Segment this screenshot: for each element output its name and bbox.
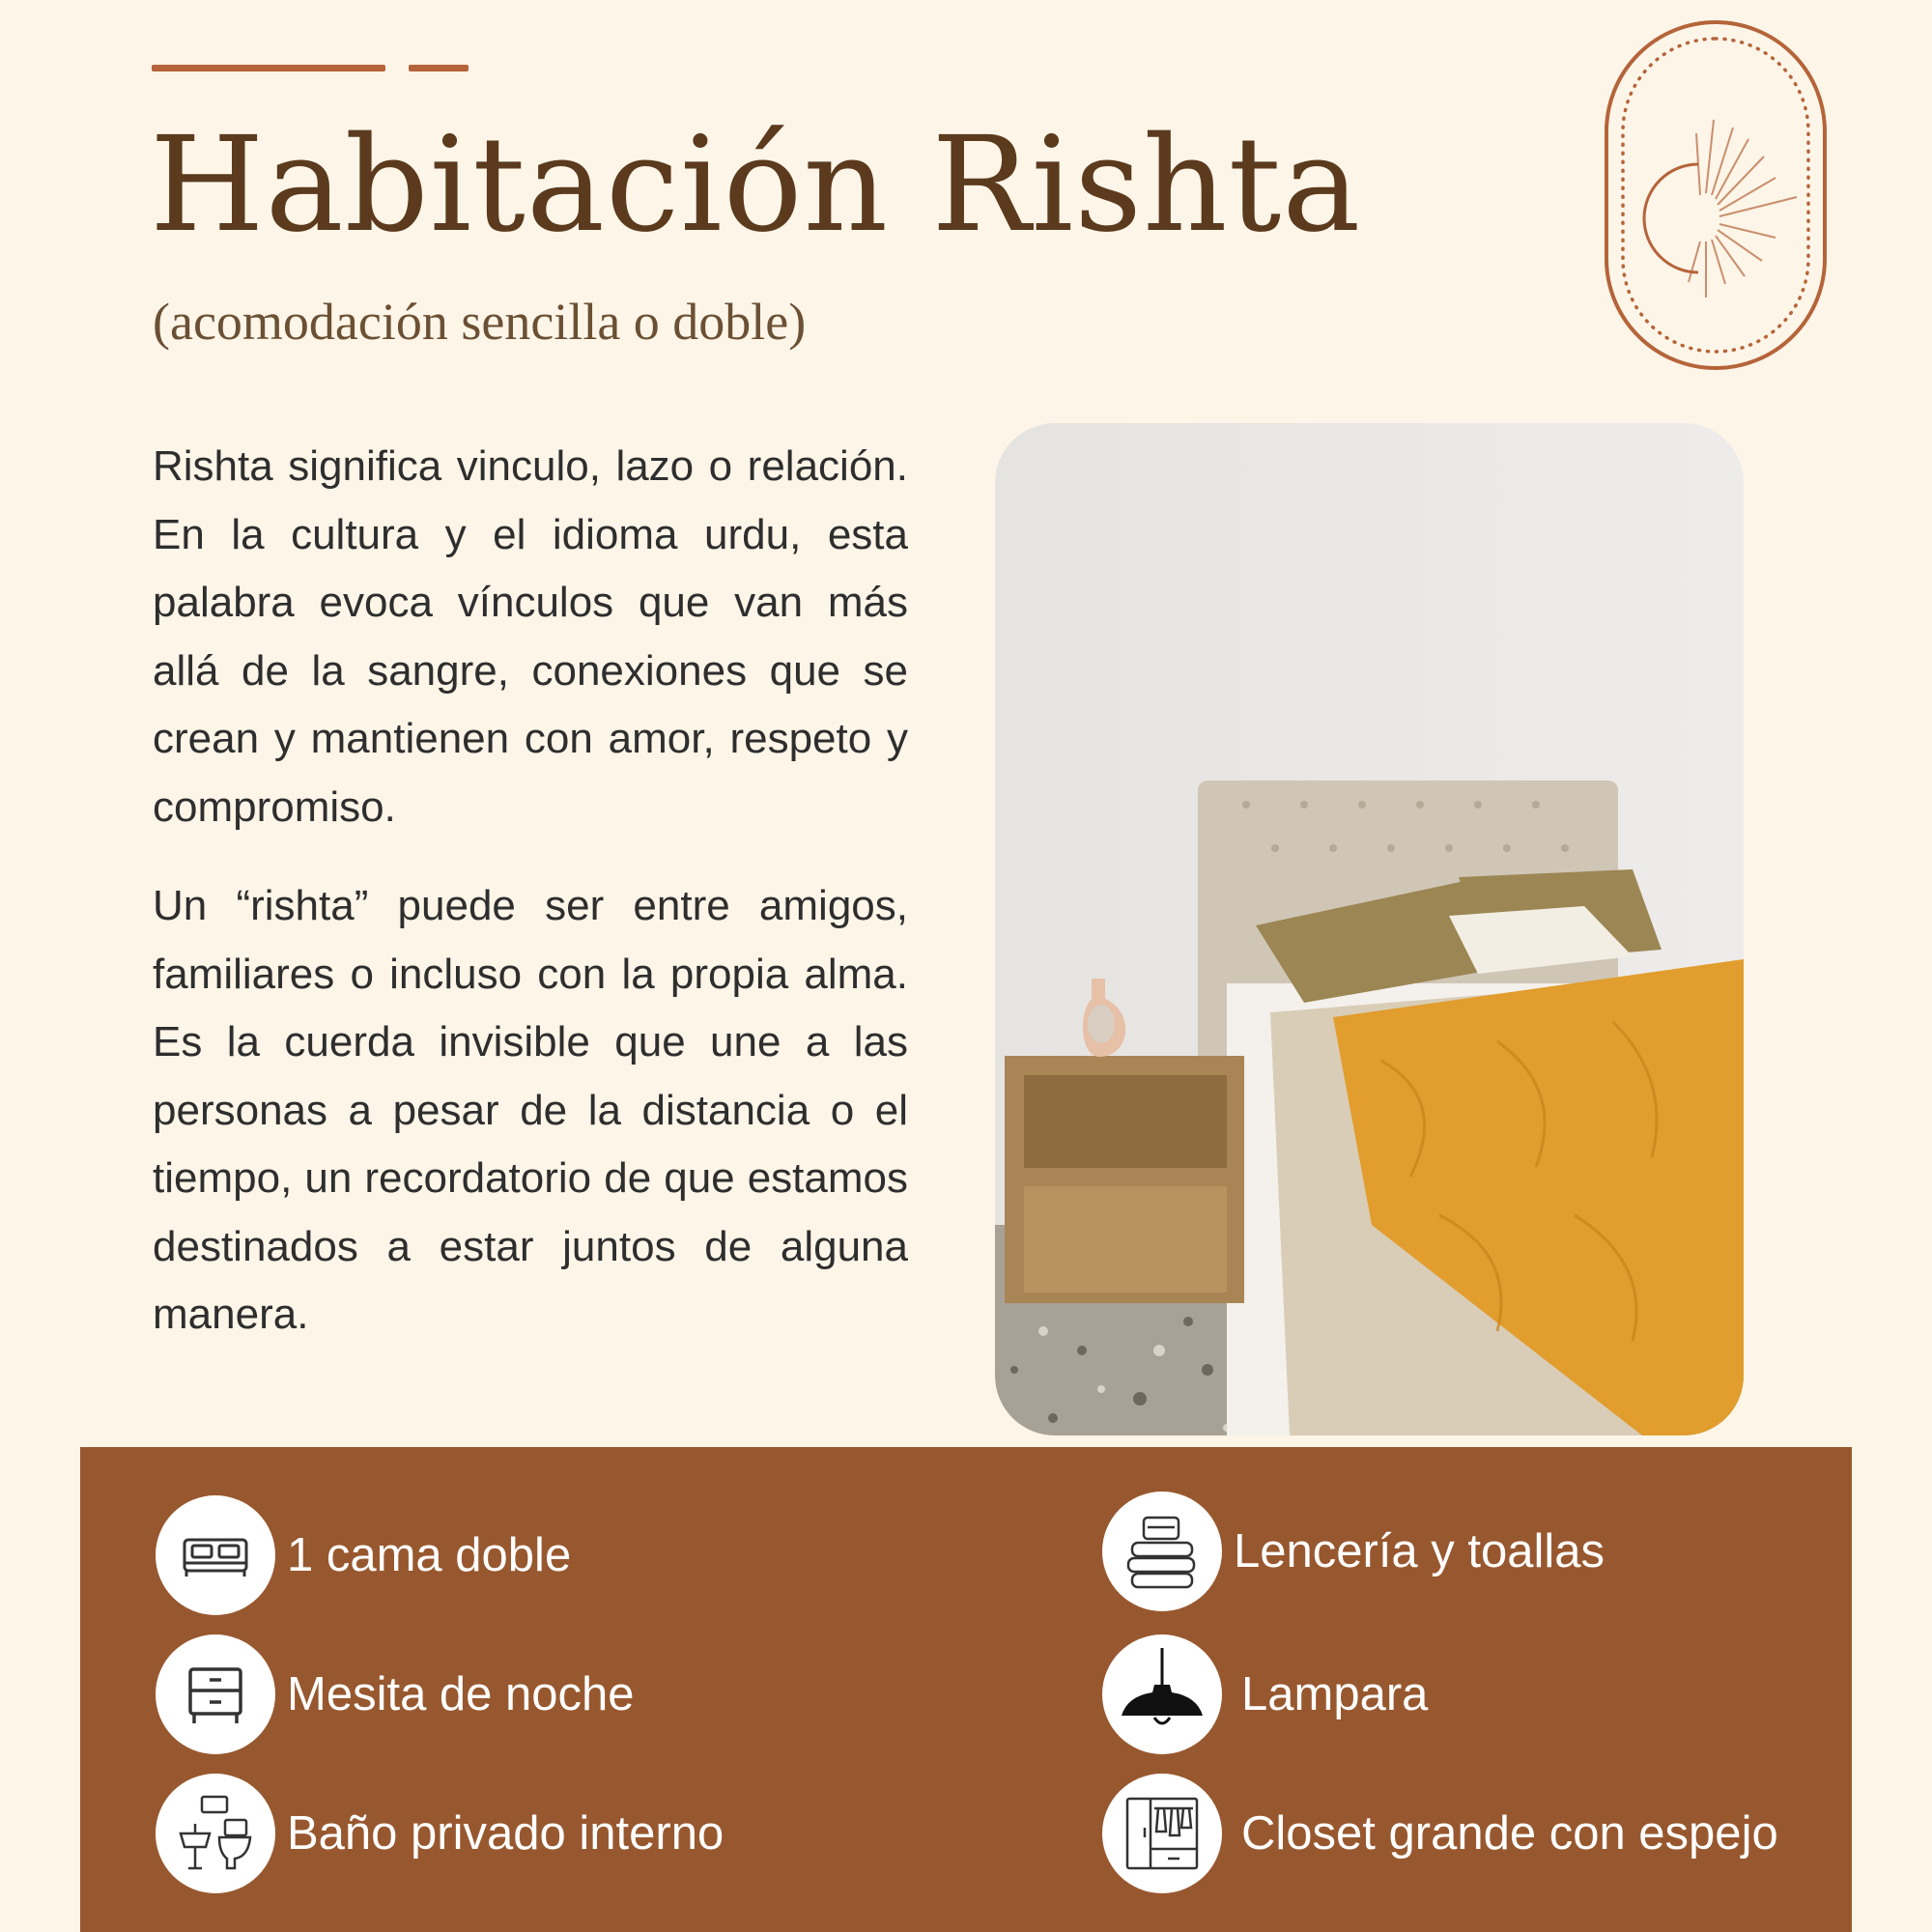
amenity-label-nightstand: Mesita de noche — [287, 1668, 635, 1720]
amenity-label-bathroom: Baño privado interno — [287, 1807, 724, 1860]
description-paragraph-2: Un “rishta” puede ser entre amigos, familiares o incluso con la propia alma. Es la cuerda invisible que une a las personas a pesar de la distancia o el tiempo, un recordatorio de que estamos destinados a estar juntos de alguna manera. — [153, 882, 908, 1338]
page-subtitle: (acomodación sencilla o doble) — [153, 293, 807, 351]
room-description — [153, 433, 908, 1380]
amenity-bed — [156, 1495, 571, 1615]
sun-moon-emblem-icon — [1604, 19, 1828, 371]
amenity-nightstand — [156, 1634, 635, 1754]
bedroom-illustration — [995, 423, 1744, 1435]
page-title: Habitación Rishta — [150, 109, 1362, 262]
nightstand-icon — [156, 1634, 275, 1754]
decorative-line-short — [409, 65, 469, 71]
amenity-label-towels: Lencería y toallas — [1234, 1525, 1605, 1577]
bed-icon — [156, 1495, 275, 1615]
amenity-label-lamp: Lampara — [1241, 1668, 1429, 1720]
decorative-line-long — [152, 65, 385, 71]
towels-icon — [1102, 1492, 1222, 1611]
lamp-icon — [1102, 1634, 1222, 1754]
bathroom-icon — [156, 1774, 275, 1893]
amenities-panel — [80, 1447, 1852, 1932]
amenity-closet — [1102, 1774, 1778, 1893]
amenity-bathroom — [156, 1774, 724, 1893]
amenity-label-closet: Closet grande con espejo — [1241, 1807, 1778, 1860]
amenity-towels — [1102, 1492, 1605, 1611]
description-paragraph-1: Rishta significa vinculo, lazo o relación. En la cultura y el idioma urdu, esta palabra evoca vínculos que van más allá de la sangre, conexiones que se crean y mantienen con amor, respeto y compromiso. — [153, 442, 908, 831]
amenity-label-bed: 1 cama doble — [287, 1529, 572, 1581]
amenity-lamp — [1102, 1634, 1428, 1754]
room-photo — [995, 423, 1744, 1435]
closet-icon — [1102, 1774, 1222, 1893]
